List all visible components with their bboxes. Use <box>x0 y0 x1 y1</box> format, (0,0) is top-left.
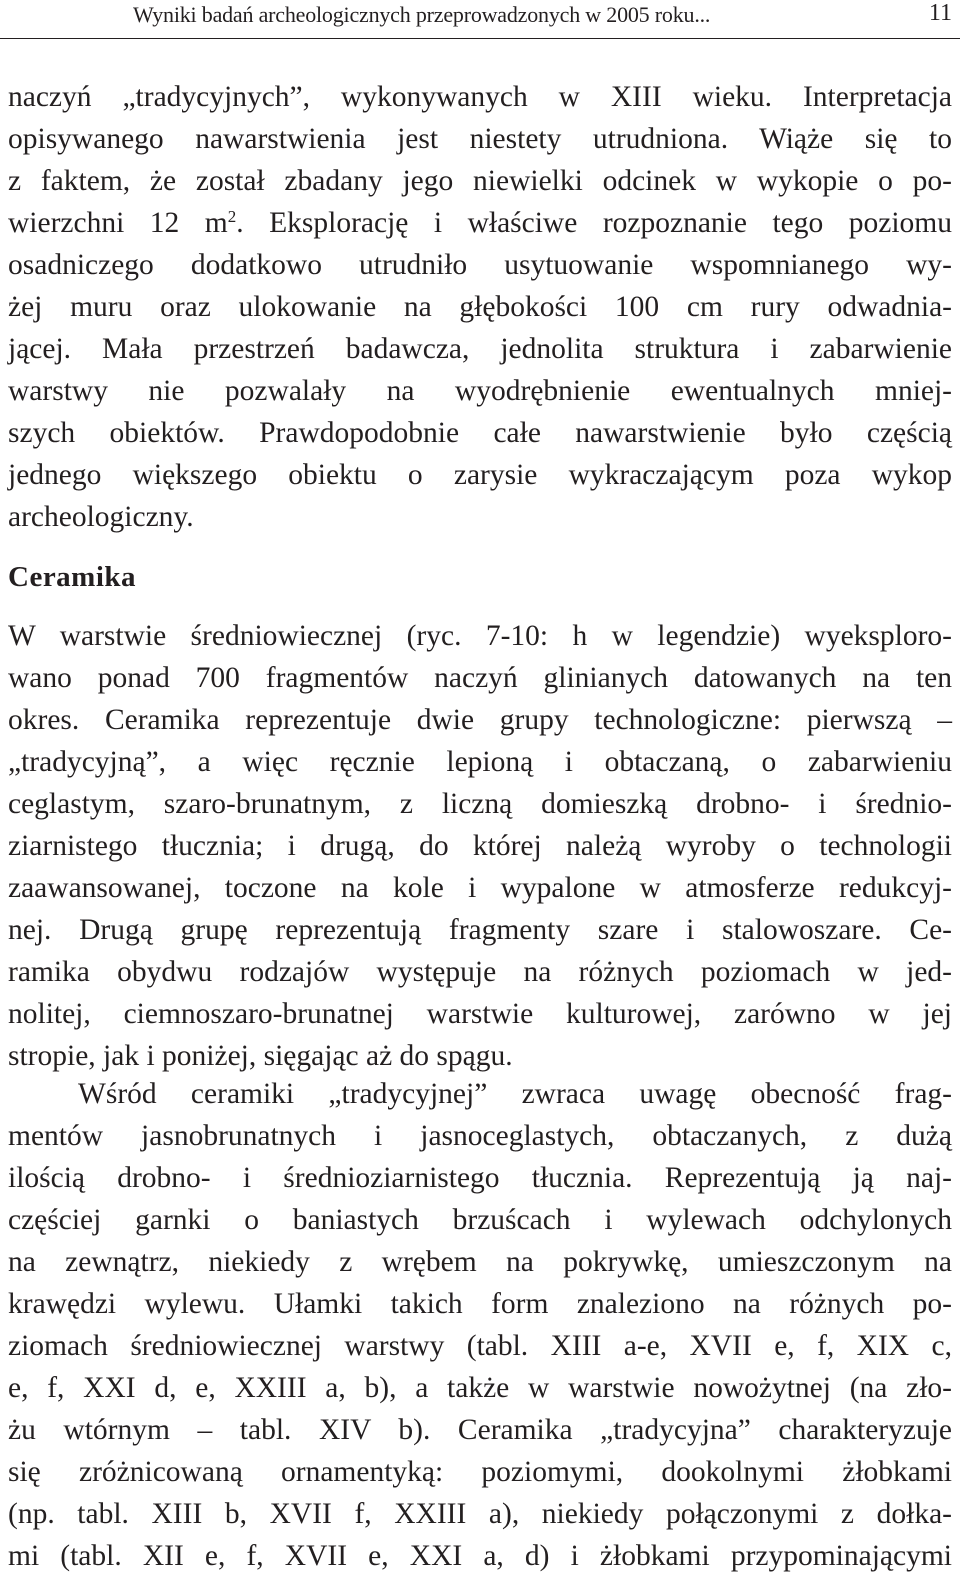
text-line: zaawansowanej, toczone na kole i wypalone w atmosferze redukcyj- <box>8 872 952 904</box>
text-line: ziarnistego tłucznia; i drugą, do której należą wyroby o technologii <box>8 830 952 862</box>
text-line: się zróżnicowaną ornamentyką: poziomymi, dookolnymi żłobkami <box>8 1456 952 1488</box>
text-line: z faktem, że został zbadany jego niewielki odcinek w wykopie o po- <box>8 165 952 197</box>
text-line: ziomach średniowiecznej warstwy (tabl. XIII a-e, XVII e, f, XIX c, <box>8 1330 952 1362</box>
section-heading: Ceramika <box>8 561 137 593</box>
text-line: na zewnątrz, niekiedy z wrębem na pokrywkę, umieszczonym na <box>8 1246 952 1278</box>
text-line: żu wtórnym – tabl. XIV b). Ceramika „tradycyjna” charakteryzuje <box>8 1414 952 1446</box>
text-line: żej muru oraz ulokowanie na głębokości 100 cm rury odwadnia- <box>8 291 952 323</box>
text-line: naczyń „tradycyjnych”, wykonywanych w XIII wieku. Interpretacja <box>8 81 952 113</box>
text-line: nej. Drugą grupę reprezentują fragmenty szare i stalowoszare. Ce- <box>8 914 952 946</box>
text-line: wano ponad 700 fragmentów naczyń glinianych datowanych na ten <box>8 662 952 694</box>
running-header-title: Wyniki badań archeologicznych przeprowadzonych w 2005 roku... <box>133 2 711 27</box>
text-line: ceglastym, szaro-brunatnym, z liczną domieszką drobno- i średnio- <box>8 788 952 820</box>
text-line: jednego większego obiektu o zarysie wykraczającym poza wykop <box>8 459 952 491</box>
text-line: ramika obydwu rodzajów występuje na różnych poziomach w jed- <box>8 956 952 988</box>
superscript: 2 <box>227 207 237 226</box>
text-line: W warstwie średniowiecznej (ryc. 7-10: h w legendzie) wyeksploro- <box>8 620 952 652</box>
text-line: szych obiektów. Prawdopodobnie całe nawarstwienie było częścią <box>8 417 952 449</box>
header-rule <box>0 38 960 39</box>
text-line: ilością drobno- i średnioziarnistego tłucznia. Reprezentują ją naj- <box>8 1162 952 1194</box>
text-line: wierzchni 12 $m^2$. Eksplorację i właściwe rozpoznanie tego poziomu <box>8 207 952 239</box>
text-line: „tradycyjną”, a więc ręcznie lepioną i obtaczaną, o zabarwieniu <box>8 746 952 778</box>
text-line: jącej. Mała przestrzeń badawcza, jednolita struktura i zabarwienie <box>8 333 952 365</box>
text-line: osadniczego dodatkowo utrudniło usytuowanie wspomnianego wy- <box>8 249 952 281</box>
text-line: krawędzi wylewu. Ułamki takich form znaleziono na różnych po- <box>8 1288 952 1320</box>
text-line: opisywanego nawarstwienia jest niestety utrudniona. Wiąże się to <box>8 123 952 155</box>
text-line: archeologiczny. <box>8 501 194 533</box>
text-line: (np. tabl. XIII b, XVII f, XXIII a), niekiedy połączonymi z dołka- <box>8 1498 952 1530</box>
text-line: okres. Ceramika reprezentuje dwie grupy technologiczne: pierwszą – <box>8 704 952 736</box>
text-line: częściej garnki o baniastych brzuścach i wylewach odchylonych <box>8 1204 952 1236</box>
text-line: warstwy nie pozwalały na wyodrębnienie ewentualnych mniej- <box>8 375 952 407</box>
text-line: stropie, jak i poniżej, sięgając aż do spągu. <box>8 1040 513 1072</box>
page-number: 11 <box>928 0 952 26</box>
text-line: mi (tabl. XII e, f, XVII e, XXI a, d) i żłobkami przypominającymi <box>8 1540 952 1572</box>
text-line: Wśród ceramiki „tradycyjnej” zwraca uwagę obecność frag- <box>78 1078 952 1110</box>
running-header <box>0 0 960 44</box>
text-line: nolitej, ciemnoszaro-brunatnej warstwie kulturowej, zarówno w jej <box>8 998 952 1030</box>
text-line: mentów jasnobrunatnych i jasnoceglastych, obtaczanych, z dużą <box>8 1120 952 1152</box>
text-line: e, f, XXI d, e, XXIII a, b), a także w warstwie nowożytnej (na zło- <box>8 1372 952 1404</box>
